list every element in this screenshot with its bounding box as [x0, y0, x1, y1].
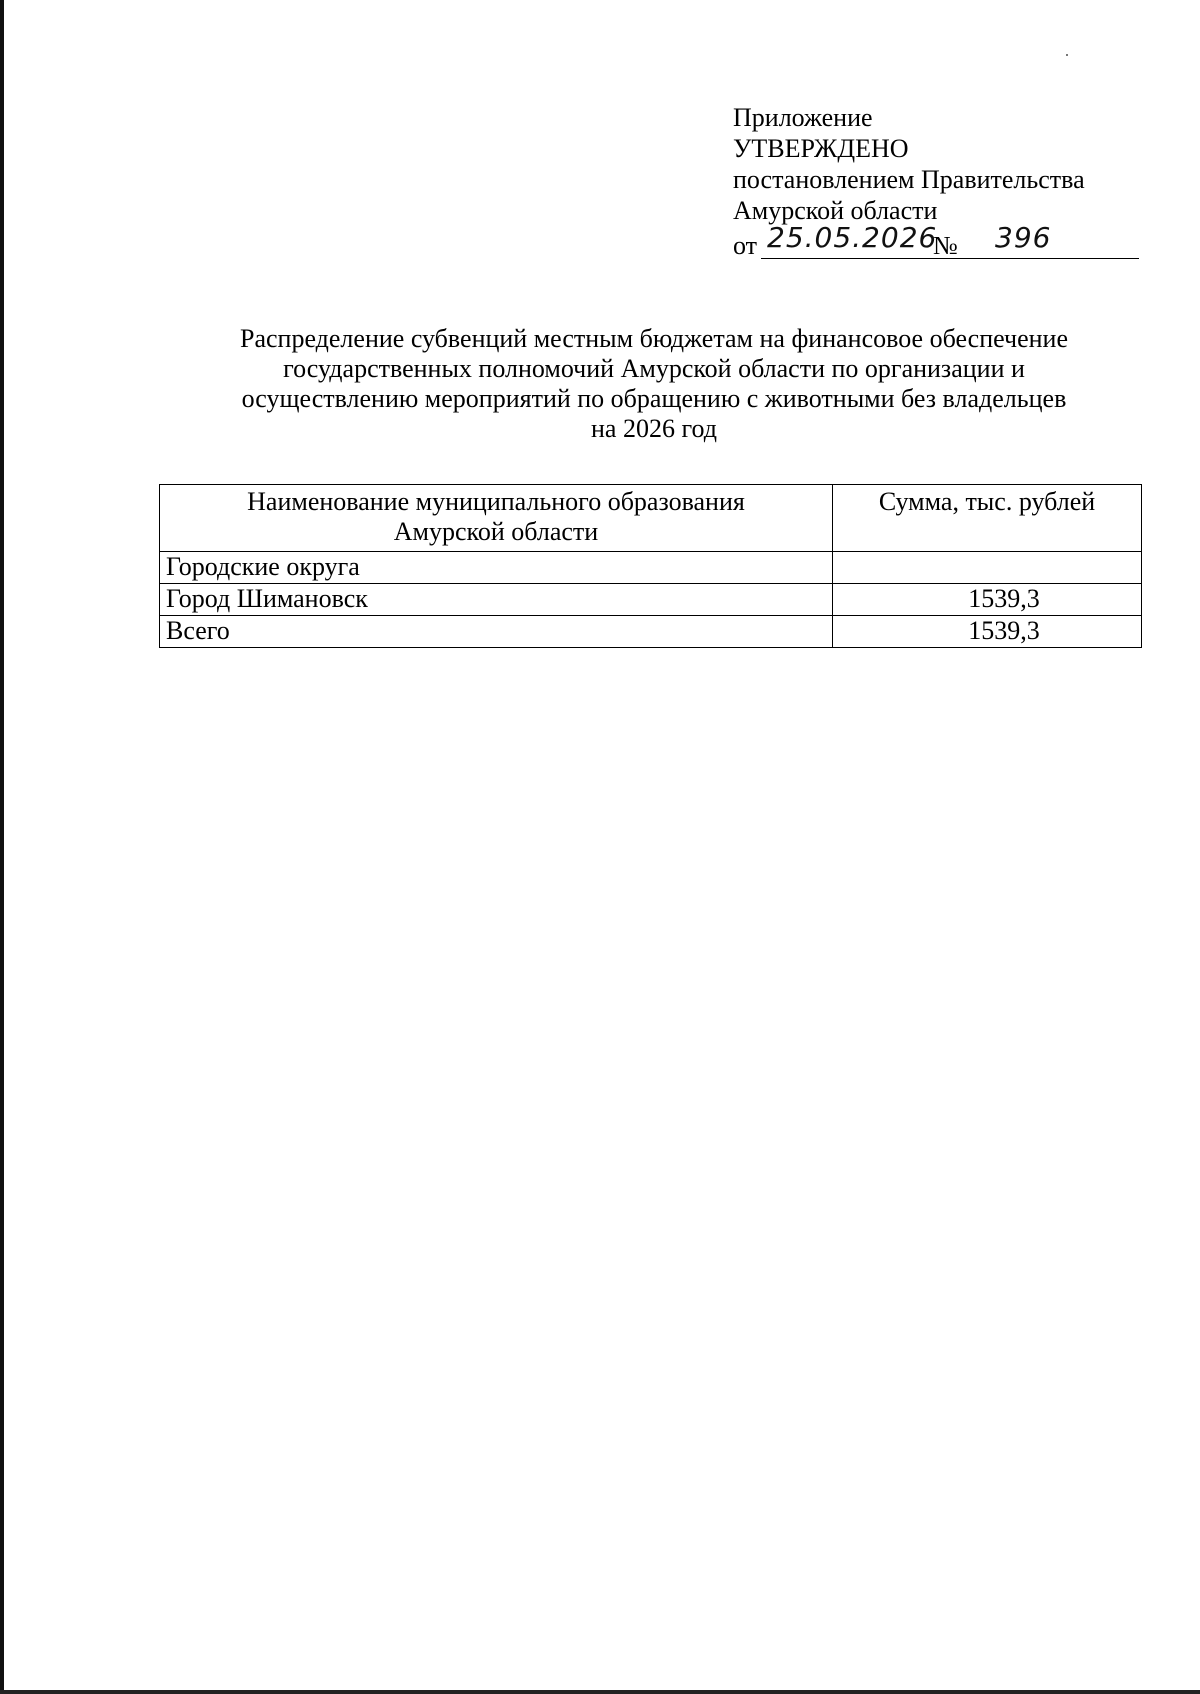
number-field — [961, 221, 1139, 259]
approval-approved-label: УТВЕРЖДЕНО — [733, 134, 909, 163]
row-sum: 1539,3 — [833, 584, 1142, 616]
header-sum: Сумма, тыс. рублей — [833, 485, 1142, 552]
table-row — [160, 584, 1142, 616]
table-header-row — [160, 485, 1142, 552]
header-municipality — [160, 485, 833, 552]
header-municipality-line-2: Амурской области — [393, 517, 599, 546]
row-name: Всего — [160, 616, 833, 648]
number-prefix: № — [933, 231, 958, 260]
approval-block — [733, 102, 1133, 262]
scan-speck — [1066, 54, 1068, 56]
title-line-3: осуществлению мероприятий по обращению с животными без владельцев — [241, 384, 1067, 413]
approval-date-number-line — [733, 221, 1133, 262]
document-title — [180, 324, 1128, 444]
row-name: Городские округа — [160, 552, 833, 584]
table-row — [160, 552, 1142, 584]
title-line-1: Распределение субвенций местным бюджетам на финансовое обеспечение — [240, 324, 1068, 353]
row-sum: 1539,3 — [833, 616, 1142, 648]
handwritten-number: 396 — [995, 221, 1052, 254]
approval-appendix-label: Приложение — [733, 103, 873, 132]
date-prefix: от — [733, 231, 758, 260]
header-municipality-line-1: Наименование муниципального образования — [247, 487, 745, 516]
title-line-4: на 2026 год — [591, 414, 717, 443]
distribution-table — [159, 484, 1142, 648]
title-line-2: государственных полномочий Амурской области по организации и — [283, 354, 1025, 383]
handwritten-date: 25.05.2026 — [767, 221, 938, 254]
approval-resolution-label: постановлением Правительства — [733, 165, 1085, 194]
table-row — [160, 616, 1142, 648]
scan-edge-bottom — [0, 1690, 1200, 1694]
row-sum — [833, 552, 1142, 584]
row-name: Город Шимановск — [160, 584, 833, 616]
scan-edge-left — [0, 0, 4, 1694]
approval-region-label: Амурской области — [733, 196, 938, 225]
